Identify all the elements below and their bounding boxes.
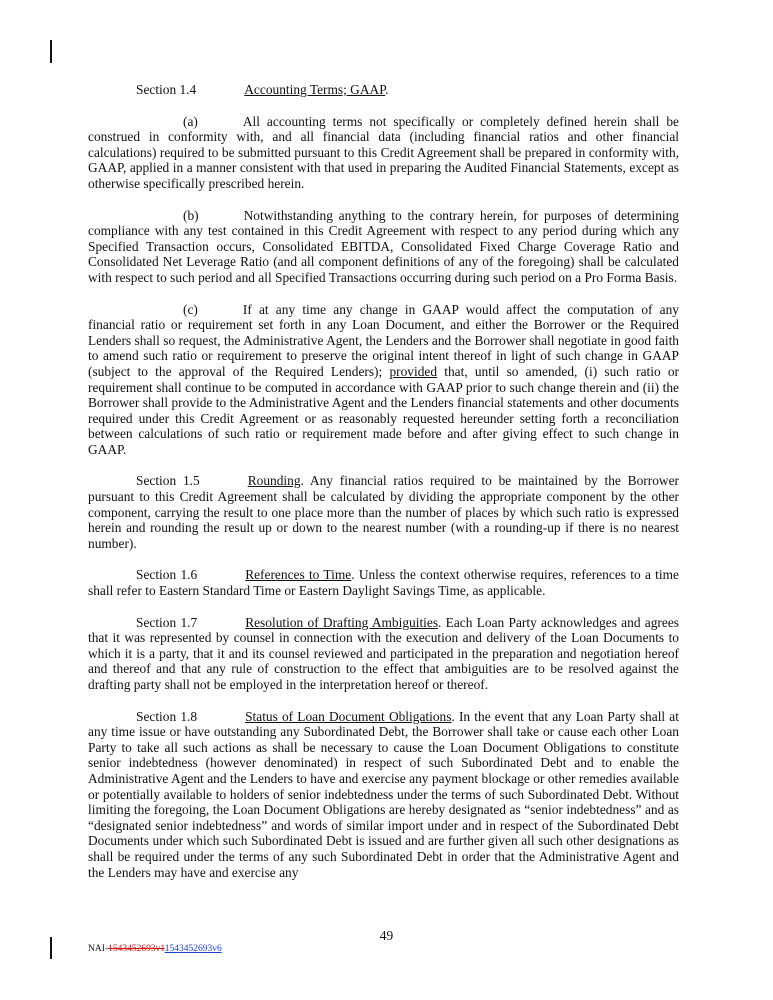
section-1-8-label: Section 1.8 [136,708,198,724]
paragraph-1-4-a [88,114,679,192]
clause-b-label: (b) [183,207,199,223]
clause-a-text: All accounting terms not specifically or completely defined herein shall be construed in conformity with, and all financial data (including financial ratios and other financial calculations) required to be submitted pursuant to this Credit Agreement shall be prepared in conformity with, GAAP, applied in a manner consistent with that used in preparing the Audited Financial Statements, except as otherwise specifically prescribed herein. [88,113,679,191]
clause-c-text-part2: that, until so amended, (i) such ratio or requirement shall continue to be computed in accordance with GAAP prior to such change therein and (ii) the Borrower shall provide to the Administrative Agent and the Lenders financial statements and other documents required under this Credit Agreement or as reasonably requested hereunder setting forth a reconciliation between calculations of such ratio or requirement made before and after giving effect to such change in GAAP. [88,363,679,457]
section-1-5-label: Section 1.5 [136,473,200,489]
section-1-4-heading: Section 1.4 Accounting Terms; GAAP. [136,82,389,97]
section-1-6 [88,567,679,598]
section-1-6-text: . Unless the context otherwise requires, references to a time shall refer to Eastern Standard Time or Eastern Daylight Savings Time, as applicable. [88,567,679,599]
section-1-4-label: Section 1.4 [136,82,197,97]
section-1-6-label: Section 1.6 [136,567,198,583]
paragraph-1-4-b [88,208,679,286]
page-number: 49 [379,928,394,943]
section-1-6-title: References to Time [245,567,352,583]
clause-a-label: (a) [183,113,198,129]
change-bar-bottom [50,937,52,959]
section-1-7-text: . Each Loan Party acknowledges and agrees that it was represented by counsel in connection with the execution and delivery of the Loan Documents to which it is a party, that it and its counsel reviewed and participated in the preparation and negotiation hereof and thereof and that any rule of construction to the effect that ambiguities are to be resolved against the drafting party shall not be employed in the interpretation hereof or thereof. [88,614,679,692]
section-1-5 [88,473,679,551]
footer-deleted-id: 1543452693v1 [108,944,165,954]
section-1-7 [88,615,679,693]
paragraph-1-4-c [88,302,679,458]
section-1-8 [88,709,679,881]
section-1-4-title: Accounting Terms; GAAP [244,82,386,97]
clause-b-text: Notwithstanding anything to the contrary herein, for purposes of determining compliance with any test contained in this Credit Agreement with respect to any period during which any Specified Transaction occurs, Consolidated EBITDA, Consolidated Fixed Charge Coverage Ratio and Consolidated Net Leverage Ratio (and all component definitions of any of the foregoing) shall be calculated with respect to such period and all Specified Transactions occurring during such period on a Pro Forma Basis. [88,207,679,285]
clause-c-label: (c) [183,301,198,317]
section-1-7-label: Section 1.7 [136,614,198,630]
section-1-5-title: Rounding [247,473,301,489]
change-bar-top [50,40,52,63]
document-body [88,82,679,896]
section-1-5-text: . Any financial ratios required to be maintained by the Borrower pursuant to this Credit Agreement shall be calculated by dividing the appropriate component by the other component, carrying the result to one place more than the number of places by which such ratio is expressed herein and rounding the result up or down to the nearest number (with a rounding-up if there is no nearest number). [88,473,679,551]
section-1-8-title: Status of Loan Document Obligations [245,708,452,724]
document-id-footer [88,944,222,954]
clause-c-text-part1: If at any time any change in GAAP would affect the computation of any financial ratio or requirement set forth in any Loan Document, and either the Borrower or the Required Lenders shall so request, the Administrative Agent, the Lenders and the Borrower shall negotiate in good faith to amend such ratio or requirement to preserve the original intent thereof in light of such change in GAAP (subject to the approval of the Required Lenders); [88,301,679,379]
clause-c-provided: provided [389,363,438,379]
footer-prefix: NAI- [88,944,109,954]
section-1-8-text: . In the event that any Loan Party shall at any time issue or have outstanding any Subordinated Debt, the Borrower shall take or cause each other Loan Party to take all such actions as shall be necessary to cause the Loan Document Obligations to constitute senior indebtedness (however denominated) in respect of such Subordinated Debt and to enable the Administrative Agent and the Lenders to have and exercise any payment blockage or other remedies available or potentially available to holders of senior indebtedness under the terms of such Subordinated Debt. Without limiting the foregoing, the Loan Document Obligations are hereby designated as “senior indebtedness” and as “designated senior indebtedness” and words of similar import under and in respect of the Subordinated Debt Documents under which such Subordinated Debt is issued and are further given all such other designations as shall be required under the terms of any such Subordinated Debt in order that the Administrative Agent and the Lenders may have and exercise any [88,708,679,880]
section-1-7-title: Resolution of Drafting Ambiguities [245,614,439,630]
footer-inserted-id: 1543452693v6 [164,944,222,954]
